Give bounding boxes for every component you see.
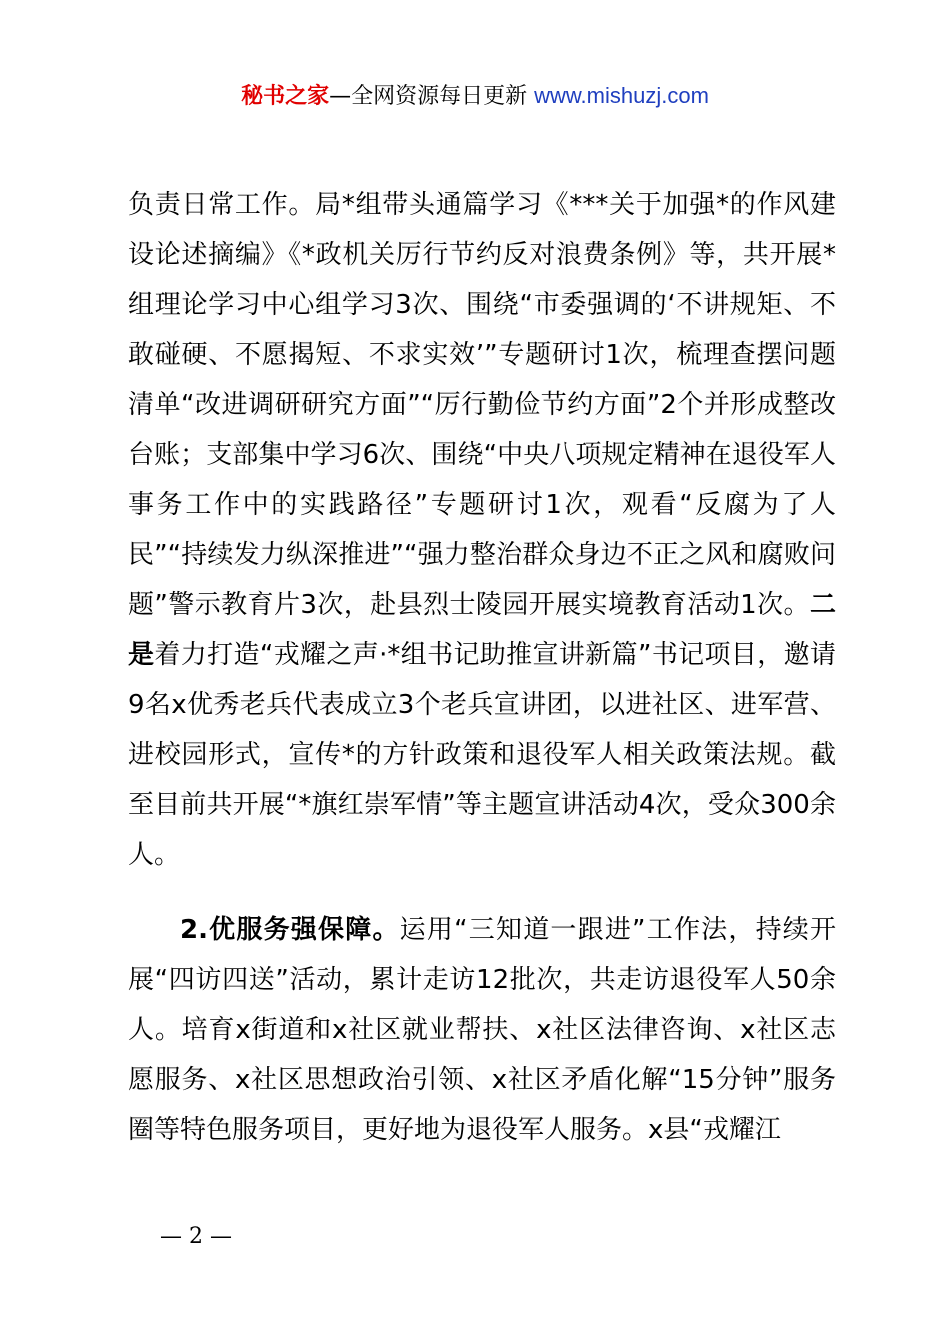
paragraph-2-text: 运用“三知道一跟进”工作法，持续开展“四访四送”活动，累计走访12批次，共走访退役军人50余人。培育x街道和x社区就业帮扶、x社区法律咨询、x社区志愿服务、x社区思想政治引领、x社区矛盾化解“15分钟”服务圈等特色服务项目，更好地为退役军人服务。x县“戎耀江 [128,915,836,1145]
document-header [0,80,950,113]
page-number: — 2 — [160,1224,232,1249]
brand-name: 秘书之家 [241,84,330,109]
document-body [128,180,836,1155]
paragraph-1 [128,180,836,880]
paragraph-1-text: 负责日常工作。局*组带头通篇学习《***关于加强*的作风建设论述摘编》《*政机关厉行节约反对浪费条例》等，共开展*组理论学习中心组学习3次、围绕“市委强调的‘不讲规矩、不敢碰硬、不愿揭短、不求实效’”专题研讨1次，梳理查摆问题清单“改进调研研究方面”“厉行勤俭节约方面”2个并形成整改台账；支部集中学习6次、围绕“中央八项规定精神在退役军人事务工作中的实践路径”专题研讨1次，观看“反腐为了人民”“持续发力纵深推进”“强力整治群众身边不正之风和腐败问题”警示教育片3次，赴县烈士陵园开展实境教育活动1次。 [128,190,836,620]
paragraph-1-text-continued: 着力打造“戎耀之声·*组书记助推宣讲新篇”书记项目，邀请9名x优秀老兵代表成立3个老兵宣讲团，以进社区、进军营、进校园形式，宣传*的方针政策和退役军人相关政策法规。截至目前共开展“*旗红崇军情”等主题宣讲活动4次，受众300余人。 [128,640,836,870]
header-tagline: —全网资源每日更新 [329,84,528,109]
paragraph-2 [128,905,836,1155]
site-url[interactable]: www.mishuzj.com [534,83,709,108]
paragraph-1-emphasis: 二是 [128,590,836,670]
paragraph-2-heading: 2.优服务强保障。 [180,915,400,945]
